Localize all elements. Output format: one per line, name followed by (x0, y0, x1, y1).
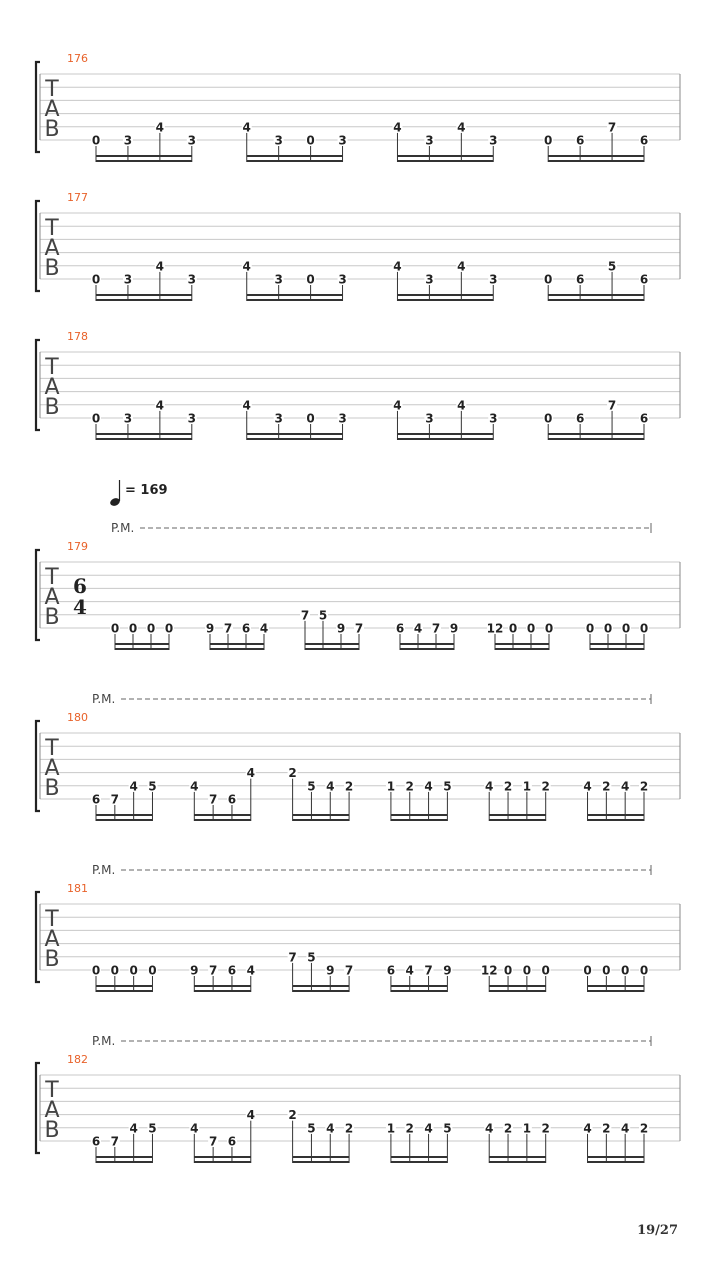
fret-number: 4 (246, 963, 255, 978)
tab-letter-a: A (44, 236, 60, 261)
measure-number: 178 (67, 330, 88, 343)
fret-number: 4 (246, 766, 255, 781)
fret-number: 0 (621, 621, 631, 636)
fret-number: 7 (300, 608, 310, 623)
system-bracket (36, 62, 40, 152)
fret-number: 7 (208, 792, 218, 807)
fret-number: 5 (318, 608, 328, 623)
fret-number: 0 (128, 621, 138, 636)
tab-letter-b: B (44, 1118, 60, 1143)
time-signature-numerator: 6 (73, 574, 87, 598)
fret-number: 4 (457, 259, 466, 274)
fret-number: 4 (155, 398, 165, 413)
fret-number: 5 (307, 1121, 316, 1136)
tab-letter-t: T (45, 1078, 59, 1103)
fret-number: 0 (522, 963, 532, 978)
tempo-value: = 169 (125, 483, 168, 498)
tab-letter-a: A (44, 585, 60, 610)
fret-number: 3 (123, 133, 133, 148)
fret-number: 0 (585, 621, 595, 636)
fret-number: 4 (424, 779, 433, 794)
fret-number: 4 (620, 1121, 630, 1136)
fret-number: 6 (227, 1134, 237, 1149)
fret-number: 3 (274, 411, 283, 426)
fret-number: 7 (288, 950, 297, 965)
fret-number: 2 (503, 779, 513, 794)
fret-number: 3 (274, 133, 283, 148)
fret-number: 0 (306, 411, 315, 426)
fret-number: 6 (91, 792, 101, 807)
tab-letter-t: T (45, 355, 59, 380)
fret-number: 0 (164, 621, 174, 636)
fret-number: 2 (405, 779, 414, 794)
fret-number: 4 (129, 1121, 138, 1136)
fret-number: 4 (405, 963, 414, 978)
tab-letter-b: B (44, 256, 60, 281)
fret-number: 1 (386, 779, 396, 794)
fret-number: 0 (306, 272, 315, 287)
fret-number: 2 (602, 1121, 611, 1136)
fret-number: 5 (443, 779, 452, 794)
fret-number: 9 (336, 621, 346, 636)
fret-number: 4 (259, 621, 269, 636)
fret-number: 9 (190, 963, 199, 978)
fret-number: 0 (91, 963, 101, 978)
tab-letter-a: A (44, 927, 60, 952)
fret-number: 3 (187, 411, 196, 426)
fret-number: 3 (338, 411, 347, 426)
fret-number: 4 (485, 779, 494, 794)
fret-number: 4 (155, 120, 165, 135)
fret-number: 0 (91, 133, 101, 148)
fret-number: 4 (242, 398, 251, 413)
tab-letter-t: T (45, 77, 59, 102)
fret-number: 7 (208, 1134, 218, 1149)
tab-letter-b: B (44, 605, 60, 630)
fret-number: 12 (480, 963, 498, 978)
fret-number: 4 (190, 1121, 199, 1136)
fret-number: 9 (449, 621, 459, 636)
fret-number: 7 (607, 398, 617, 413)
fret-number: 2 (344, 1121, 354, 1136)
fret-number: 4 (457, 398, 466, 413)
measure-number: 179 (67, 540, 88, 553)
fret-number: 0 (639, 621, 649, 636)
fret-number: 2 (602, 779, 611, 794)
fret-number: 7 (344, 963, 354, 978)
fret-number: 2 (639, 1121, 649, 1136)
fret-number: 4 (583, 779, 592, 794)
fret-number: 7 (208, 963, 218, 978)
fret-number: 3 (123, 272, 133, 287)
fret-number: 5 (307, 950, 316, 965)
fret-number: 5 (443, 1121, 452, 1136)
fret-number: 3 (338, 272, 347, 287)
fret-number: 3 (425, 411, 434, 426)
fret-number: 2 (288, 766, 297, 781)
fret-number: 5 (607, 259, 617, 274)
fret-number: 4 (190, 779, 199, 794)
fret-number: 6 (386, 963, 396, 978)
fret-number: 0 (602, 963, 611, 978)
fret-number: 3 (187, 133, 196, 148)
fret-number: 0 (541, 963, 550, 978)
fret-number: 9 (443, 963, 452, 978)
fret-number: 6 (395, 621, 405, 636)
fret-number: 4 (424, 1121, 433, 1136)
fret-number: 4 (485, 1121, 494, 1136)
palm-mute-label: P.M. (92, 1034, 116, 1048)
tab-letter-b: B (44, 117, 60, 142)
fret-number: 0 (526, 621, 536, 636)
fret-number: 2 (541, 1121, 550, 1136)
fret-number: 4 (129, 779, 138, 794)
fret-number: 6 (639, 133, 649, 148)
system-bracket (36, 340, 40, 430)
fret-number: 12 (486, 621, 504, 636)
fret-number: 0 (110, 963, 120, 978)
fret-number: 0 (544, 411, 553, 426)
fret-number: 3 (274, 272, 283, 287)
fret-number: 7 (431, 621, 441, 636)
fret-number: 3 (489, 133, 498, 148)
fret-number: 4 (583, 1121, 592, 1136)
fret-number: 6 (575, 133, 585, 148)
system-bracket (36, 550, 40, 640)
fret-number: 3 (425, 272, 434, 287)
system-bracket (36, 201, 40, 291)
fret-number: 3 (123, 411, 133, 426)
fret-number: 0 (146, 621, 156, 636)
fret-number: 1 (386, 1121, 396, 1136)
fret-number: 0 (639, 963, 649, 978)
fret-number: 6 (91, 1134, 101, 1149)
fret-number: 0 (508, 621, 518, 636)
fret-number: 2 (541, 779, 550, 794)
fret-number: 3 (489, 411, 498, 426)
fret-number: 4 (620, 779, 630, 794)
system-bracket (36, 721, 40, 811)
tab-letter-a: A (44, 375, 60, 400)
palm-mute-label: P.M. (111, 521, 135, 535)
fret-number: 4 (326, 1121, 335, 1136)
fret-number: 0 (91, 272, 101, 287)
tab-letter-t: T (45, 736, 59, 761)
fret-number: 5 (148, 779, 157, 794)
fret-number: 4 (457, 120, 466, 135)
fret-number: 4 (242, 120, 251, 135)
fret-number: 2 (288, 1108, 297, 1123)
tab-letter-a: A (44, 97, 60, 122)
fret-number: 6 (639, 272, 649, 287)
fret-number: 4 (393, 259, 402, 274)
fret-number: 4 (413, 621, 423, 636)
tab-letter-t: T (45, 565, 59, 590)
palm-mute-label: P.M. (92, 863, 116, 877)
fret-number: 4 (155, 259, 165, 274)
fret-number: 6 (639, 411, 649, 426)
fret-number: 0 (620, 963, 630, 978)
fret-number: 0 (544, 272, 553, 287)
fret-number: 0 (544, 133, 553, 148)
fret-number: 5 (307, 779, 316, 794)
fret-number: 0 (544, 621, 554, 636)
fret-number: 1 (522, 1121, 532, 1136)
fret-number: 7 (110, 792, 120, 807)
measure-number: 177 (67, 191, 88, 204)
tab-letter-b: B (44, 776, 60, 801)
fret-number: 2 (405, 1121, 414, 1136)
tab-letter-a: A (44, 1098, 60, 1123)
fret-number: 6 (241, 621, 251, 636)
fret-number: 2 (639, 779, 649, 794)
fret-number: 4 (246, 1108, 255, 1123)
fret-number: 3 (338, 133, 347, 148)
fret-number: 5 (148, 1121, 157, 1136)
fret-number: 4 (393, 120, 402, 135)
measure-number: 182 (67, 1053, 88, 1066)
fret-number: 4 (326, 779, 335, 794)
fret-number: 2 (344, 779, 354, 794)
measure-number: 181 (67, 882, 88, 895)
fret-number: 7 (223, 621, 233, 636)
tab-letter-b: B (44, 395, 60, 420)
tab-letter-t: T (45, 216, 59, 241)
fret-number: 0 (306, 133, 315, 148)
tab-letter-b: B (44, 947, 60, 972)
fret-number: 9 (205, 621, 215, 636)
fret-number: 3 (425, 133, 434, 148)
page-number: 19/27 (637, 1223, 678, 1238)
fret-number: 6 (227, 963, 237, 978)
fret-number: 4 (393, 398, 402, 413)
fret-number: 7 (607, 120, 617, 135)
time-signature-denominator: 4 (73, 595, 87, 619)
fret-number: 9 (326, 963, 335, 978)
tab-letter-a: A (44, 756, 60, 781)
fret-number: 0 (503, 963, 513, 978)
fret-number: 7 (424, 963, 433, 978)
fret-number: 0 (91, 411, 101, 426)
system-bracket (36, 1063, 40, 1153)
fret-number: 0 (583, 963, 592, 978)
fret-number: 0 (148, 963, 157, 978)
fret-number: 7 (354, 621, 364, 636)
fret-number: 4 (242, 259, 251, 274)
palm-mute-label: P.M. (92, 692, 116, 706)
fret-number: 3 (187, 272, 196, 287)
fret-number: 0 (129, 963, 138, 978)
measure-number: 180 (67, 711, 88, 724)
measure-number: 176 (67, 52, 88, 65)
system-bracket (36, 892, 40, 982)
fret-number: 0 (110, 621, 120, 636)
fret-number: 2 (503, 1121, 513, 1136)
fret-number: 6 (575, 272, 585, 287)
fret-number: 0 (603, 621, 613, 636)
fret-number: 1 (522, 779, 532, 794)
tab-letter-t: T (45, 907, 59, 932)
fret-number: 7 (110, 1134, 120, 1149)
fret-number: 6 (227, 792, 237, 807)
fret-number: 3 (489, 272, 498, 287)
fret-number: 6 (575, 411, 585, 426)
